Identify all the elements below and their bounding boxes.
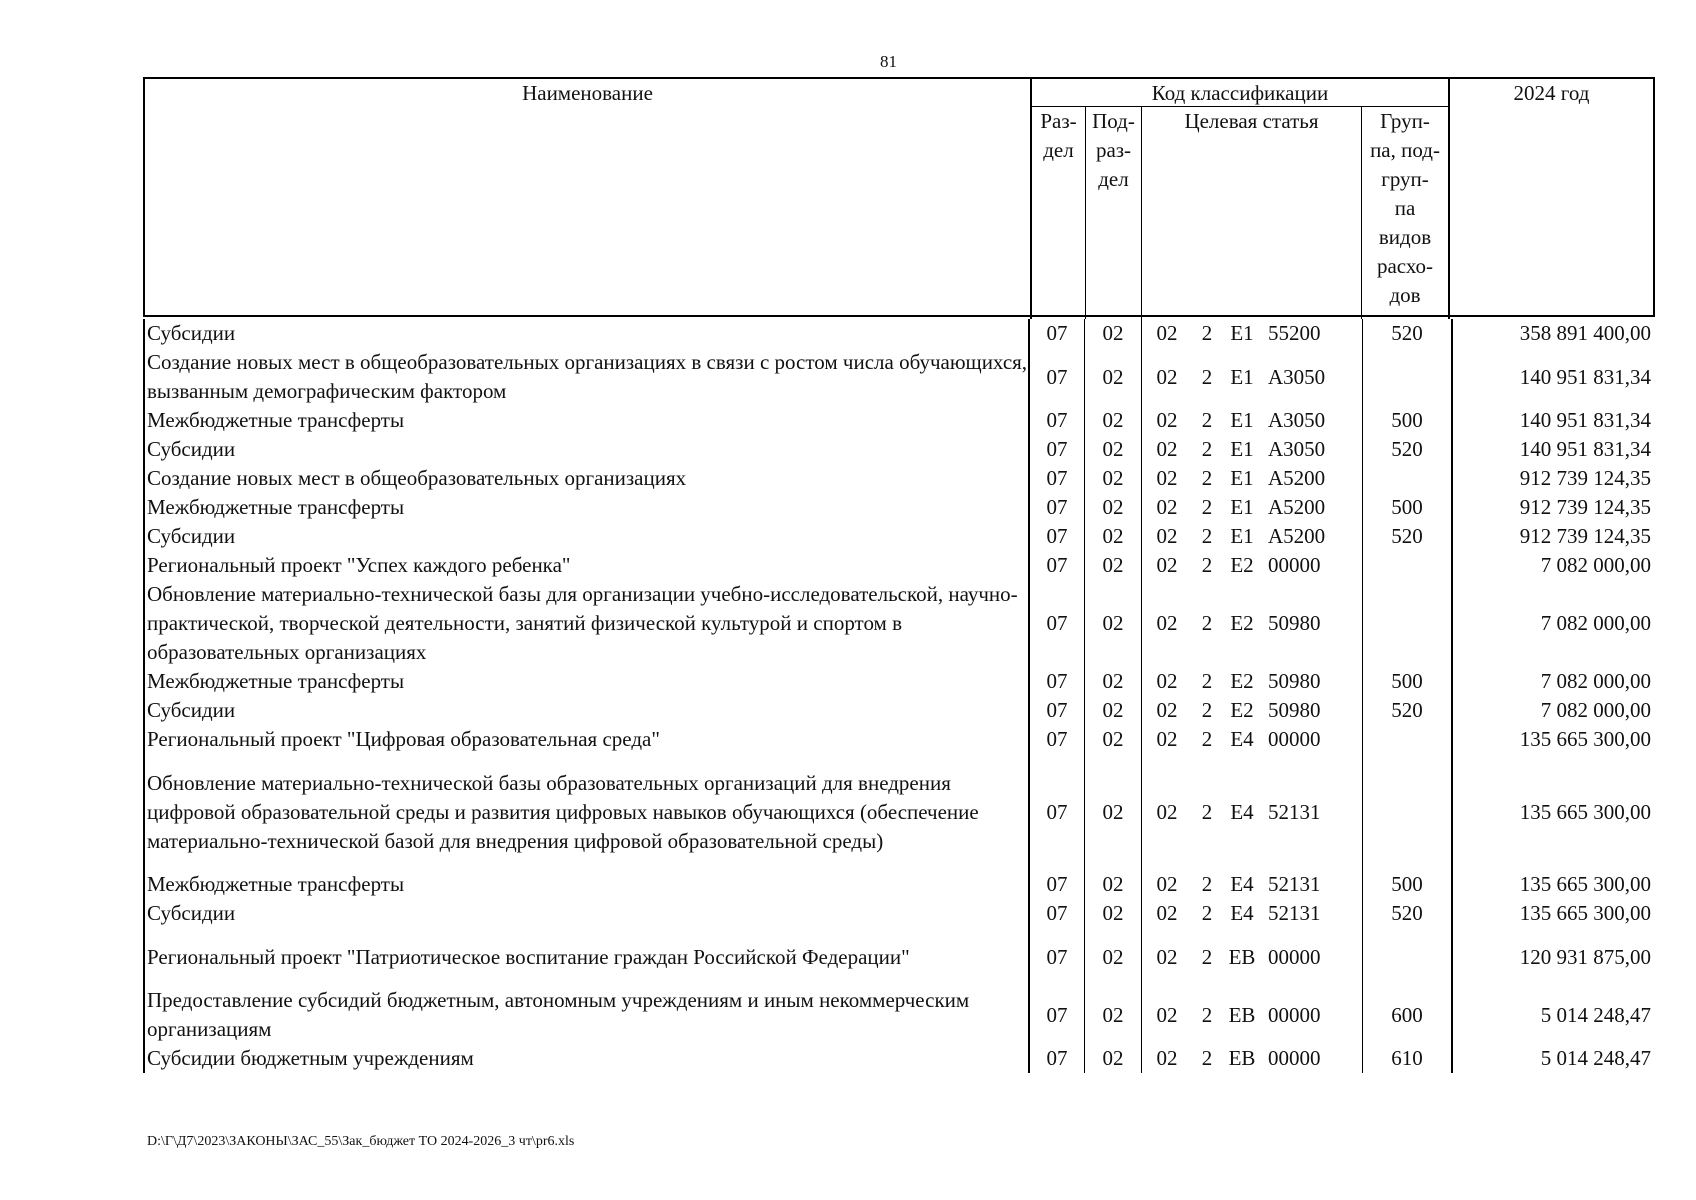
row-name: Субсидии	[143, 522, 1030, 551]
row-name: Создание новых мест в общеобразовательных организациях	[143, 464, 1030, 493]
row-sum: 5 014 248,47	[1540, 1046, 1651, 1070]
row-tselevaya	[1142, 551, 1363, 580]
row-tselevaya	[1142, 348, 1363, 406]
row-sum: 912 739 124,35	[1519, 466, 1651, 490]
row-tselevaya-part: 52131	[1268, 901, 1321, 925]
row-razdel: 07	[1030, 928, 1085, 986]
budget-table	[143, 77, 1655, 1070]
row-tselevaya-part: Е1	[1230, 321, 1254, 345]
row-tselevaya-part: А5200	[1268, 466, 1326, 490]
row-tselevaya-part: Е2	[1230, 669, 1254, 693]
row-tselevaya-part: 02	[1156, 799, 1178, 824]
row-tselevaya	[1142, 406, 1363, 435]
row-gruppa	[1363, 754, 1453, 870]
row-gruppa	[1363, 580, 1453, 667]
row-tselevaya-part: 2	[1201, 727, 1213, 751]
row-tselevaya-part: Е4	[1230, 727, 1254, 751]
table-row	[143, 464, 1655, 493]
row-name: Субсидии	[143, 319, 1030, 348]
row-razdel: 07	[1030, 348, 1085, 406]
header-year: 2024 год	[1513, 81, 1590, 105]
row-razdel: 07	[1030, 493, 1085, 522]
row-sum: 135 665 300,00	[1519, 872, 1651, 896]
row-tselevaya-part: 02	[1156, 495, 1178, 519]
row-tselevaya-part: 2	[1201, 364, 1213, 389]
row-gruppa: 600	[1363, 986, 1453, 1044]
row-tselevaya	[1142, 696, 1363, 725]
row-tselevaya-part: 02	[1156, 944, 1178, 969]
header-podrazdel: Под- раз- дел	[1086, 107, 1142, 319]
header-gruppa: Груп- па, под- груп- па видов расхо- дов	[1362, 107, 1450, 319]
row-tselevaya	[1142, 899, 1363, 928]
row-name: Создание новых мест в общеобразовательных организациях в связи с ростом числа обучающихся, вызванным демографическим фактором	[143, 348, 1030, 406]
table-row	[143, 493, 1655, 522]
table-row	[143, 348, 1655, 406]
row-razdel: 07	[1030, 580, 1085, 667]
row-tselevaya	[1142, 464, 1363, 493]
row-tselevaya-part: 02	[1156, 669, 1178, 693]
row-tselevaya-part: 2	[1201, 872, 1213, 896]
row-razdel: 07	[1030, 754, 1085, 870]
row-name: Межбюджетные трансферты	[143, 870, 1030, 899]
row-gruppa: 520	[1363, 522, 1453, 551]
row-sum: 912 739 124,35	[1519, 495, 1651, 519]
row-tselevaya-part: 02	[1156, 364, 1178, 389]
row-gruppa: 520	[1363, 319, 1453, 348]
row-sum: 120 931 875,00	[1519, 944, 1651, 969]
row-name: Межбюджетные трансферты	[143, 493, 1030, 522]
row-tselevaya-part: 02	[1156, 698, 1178, 722]
row-gruppa	[1363, 348, 1453, 406]
row-razdel: 07	[1030, 870, 1085, 899]
row-gruppa: 500	[1363, 406, 1453, 435]
row-sum: 5 014 248,47	[1540, 1002, 1651, 1027]
row-tselevaya	[1142, 580, 1363, 667]
row-tselevaya-part: 02	[1156, 611, 1178, 635]
table-row	[143, 754, 1655, 870]
row-sum: 140 951 831,34	[1519, 408, 1651, 432]
table-row	[143, 870, 1655, 899]
row-name: Предоставление субсидий бюджетным, автономным учреждениям и иным некоммерческим организациям	[143, 986, 1030, 1044]
row-razdel: 07	[1030, 899, 1085, 928]
row-tselevaya-part: А5200	[1268, 495, 1326, 519]
row-name: Субсидии	[143, 435, 1030, 464]
row-sum: 7 082 000,00	[1540, 611, 1651, 635]
header-tselevaya: Целевая статья	[1142, 107, 1362, 319]
row-tselevaya-part: 02	[1156, 466, 1178, 490]
row-tselevaya-part: А3050	[1268, 364, 1326, 389]
table-body	[143, 319, 1655, 1073]
header-razdel: Раз- дел	[1032, 107, 1086, 319]
row-tselevaya-part: 00000	[1268, 727, 1321, 751]
row-razdel: 07	[1030, 435, 1085, 464]
row-razdel: 07	[1030, 551, 1085, 580]
table-row	[143, 986, 1655, 1044]
row-name: Региональный проект "Патриотическое воспитание граждан Российской Федерации"	[143, 928, 1030, 986]
row-tselevaya-part: 02	[1156, 1002, 1178, 1027]
header-name: Наименование	[145, 79, 1032, 319]
row-name: Субсидии	[143, 899, 1030, 928]
row-name: Межбюджетные трансферты	[143, 406, 1030, 435]
table-row	[143, 522, 1655, 551]
row-sum: 912 739 124,35	[1519, 524, 1651, 548]
row-tselevaya-part: ЕВ	[1228, 1046, 1256, 1070]
row-tselevaya	[1142, 493, 1363, 522]
row-tselevaya-part: Е1	[1230, 408, 1254, 432]
row-podrazdel: 02	[1085, 1044, 1142, 1073]
row-tselevaya-part: Е2	[1230, 611, 1254, 635]
row-tselevaya-part: 00000	[1268, 944, 1321, 969]
table-header	[143, 77, 1655, 317]
row-name: Обновление материально-технической базы для организации учебно-исследовательской, научно-практической, творческой деятельности, занятий физической культурой и спортом в образовательных организациях	[143, 580, 1030, 667]
row-podrazdel: 02	[1085, 435, 1142, 464]
row-tselevaya-part: 2	[1201, 901, 1213, 925]
row-podrazdel: 02	[1085, 725, 1142, 754]
row-tselevaya-part: Е4	[1230, 799, 1254, 824]
row-tselevaya-part: 2	[1201, 524, 1213, 548]
row-tselevaya-part: 52131	[1268, 799, 1321, 824]
row-tselevaya	[1142, 754, 1363, 870]
row-tselevaya-part: А5200	[1268, 524, 1326, 548]
table-row	[143, 580, 1655, 667]
row-gruppa: 520	[1363, 696, 1453, 725]
row-sum: 135 665 300,00	[1519, 901, 1651, 925]
row-podrazdel: 02	[1085, 928, 1142, 986]
row-gruppa	[1363, 725, 1453, 754]
row-sum: 140 951 831,34	[1519, 437, 1651, 461]
row-gruppa: 500	[1363, 667, 1453, 696]
row-razdel: 07	[1030, 667, 1085, 696]
row-tselevaya	[1142, 725, 1363, 754]
row-tselevaya-part: 2	[1201, 799, 1213, 824]
row-gruppa: 500	[1363, 870, 1453, 899]
row-gruppa	[1363, 551, 1453, 580]
row-podrazdel: 02	[1085, 754, 1142, 870]
row-tselevaya-part: ЕВ	[1228, 944, 1256, 969]
row-razdel: 07	[1030, 464, 1085, 493]
row-tselevaya-part: 2	[1201, 437, 1213, 461]
row-tselevaya-part: 50980	[1268, 611, 1321, 635]
row-tselevaya-part: 2	[1201, 466, 1213, 490]
row-sum: 135 665 300,00	[1519, 799, 1651, 824]
row-tselevaya	[1142, 986, 1363, 1044]
row-podrazdel: 02	[1085, 406, 1142, 435]
row-tselevaya	[1142, 870, 1363, 899]
row-razdel: 07	[1030, 696, 1085, 725]
row-gruppa: 520	[1363, 899, 1453, 928]
row-tselevaya-part: 2	[1201, 1046, 1213, 1070]
row-podrazdel: 02	[1085, 696, 1142, 725]
row-podrazdel: 02	[1085, 348, 1142, 406]
row-tselevaya	[1142, 319, 1363, 348]
page-number: 81	[880, 52, 897, 71]
row-tselevaya-part: Е1	[1230, 364, 1254, 389]
row-tselevaya-part: 00000	[1268, 1046, 1321, 1070]
table-row	[143, 406, 1655, 435]
row-tselevaya-part: Е2	[1230, 698, 1254, 722]
row-tselevaya-part: 52131	[1268, 872, 1321, 896]
header-code: Код классификации	[1032, 79, 1450, 107]
row-razdel: 07	[1030, 1044, 1085, 1073]
row-tselevaya-part: Е1	[1230, 524, 1254, 548]
row-podrazdel: 02	[1085, 580, 1142, 667]
row-name: Региональный проект "Цифровая образовательная среда"	[143, 725, 1030, 754]
row-tselevaya-part: 02	[1156, 408, 1178, 432]
row-name: Региональный проект "Успех каждого ребенка"	[143, 551, 1030, 580]
row-name: Субсидии бюджетным учреждениям	[143, 1044, 1030, 1073]
row-tselevaya-part: 02	[1156, 872, 1178, 896]
row-podrazdel: 02	[1085, 986, 1142, 1044]
row-tselevaya-part: 55200	[1268, 321, 1321, 345]
row-tselevaya-part: 2	[1201, 611, 1213, 635]
row-tselevaya-part: 02	[1156, 901, 1178, 925]
row-tselevaya-part: Е4	[1230, 872, 1254, 896]
row-podrazdel: 02	[1085, 522, 1142, 551]
row-tselevaya-part: ЕВ	[1228, 1002, 1256, 1027]
row-tselevaya-part: 2	[1201, 944, 1213, 969]
row-sum: 358 891 400,00	[1519, 321, 1651, 345]
row-gruppa: 500	[1363, 493, 1453, 522]
row-gruppa	[1363, 464, 1453, 493]
row-gruppa	[1363, 928, 1453, 986]
row-tselevaya-part: Е4	[1230, 901, 1254, 925]
row-tselevaya-part: Е2	[1230, 553, 1254, 577]
row-razdel: 07	[1030, 725, 1085, 754]
row-podrazdel: 02	[1085, 319, 1142, 348]
row-tselevaya-part: 00000	[1268, 1002, 1321, 1027]
row-razdel: 07	[1030, 986, 1085, 1044]
row-gruppa: 520	[1363, 435, 1453, 464]
table-row	[143, 667, 1655, 696]
row-tselevaya-part: 2	[1201, 1002, 1213, 1027]
row-tselevaya-part: Е1	[1230, 495, 1254, 519]
row-razdel: 07	[1030, 319, 1085, 348]
table-row	[143, 319, 1655, 348]
row-razdel: 07	[1030, 406, 1085, 435]
row-tselevaya-part: 02	[1156, 524, 1178, 548]
file-path-footer: D:\Г\Д7\2023\ЗАКОНЫ\ЗАС_55\Зак_бюджет ТО 2024-2026_3 чт\pr6.xls	[147, 1134, 575, 1149]
row-tselevaya-part: 02	[1156, 437, 1178, 461]
row-tselevaya-part: 02	[1156, 553, 1178, 577]
row-name: Субсидии	[143, 696, 1030, 725]
row-tselevaya-part: 2	[1201, 495, 1213, 519]
table-row	[143, 435, 1655, 464]
row-tselevaya-part: 2	[1201, 553, 1213, 577]
row-tselevaya-part: А3050	[1268, 437, 1326, 461]
row-razdel: 07	[1030, 522, 1085, 551]
row-tselevaya	[1142, 522, 1363, 551]
row-tselevaya-part: Е1	[1230, 466, 1254, 490]
row-name: Обновление материально-технической базы образовательных организаций для внедрения цифровой образовательной среды и развития цифровых навыков обучающихся (обеспечение материально-технической базой для внедрения цифровой образовательной среды)	[143, 754, 1030, 870]
row-sum: 135 665 300,00	[1519, 727, 1651, 751]
row-name: Межбюджетные трансферты	[143, 667, 1030, 696]
row-tselevaya	[1142, 667, 1363, 696]
row-tselevaya-part: 2	[1201, 669, 1213, 693]
row-tselevaya-part: 02	[1156, 321, 1178, 345]
row-tselevaya-part: 50980	[1268, 669, 1321, 693]
row-podrazdel: 02	[1085, 899, 1142, 928]
row-tselevaya-part: 00000	[1268, 553, 1321, 577]
row-sum: 7 082 000,00	[1540, 669, 1651, 693]
row-tselevaya-part: 2	[1201, 408, 1213, 432]
row-podrazdel: 02	[1085, 464, 1142, 493]
row-podrazdel: 02	[1085, 493, 1142, 522]
row-tselevaya-part: 02	[1156, 1046, 1178, 1070]
table-row	[143, 551, 1655, 580]
row-podrazdel: 02	[1085, 667, 1142, 696]
table-row	[143, 899, 1655, 928]
row-gruppa: 610	[1363, 1044, 1453, 1073]
row-tselevaya-part: Е1	[1230, 437, 1254, 461]
table-row	[143, 1044, 1655, 1073]
row-tselevaya-part: А3050	[1268, 408, 1326, 432]
row-tselevaya-part: 02	[1156, 727, 1178, 751]
row-tselevaya	[1142, 1044, 1363, 1073]
row-sum: 7 082 000,00	[1540, 553, 1651, 577]
row-podrazdel: 02	[1085, 870, 1142, 899]
table-row	[143, 928, 1655, 986]
row-tselevaya-part: 2	[1201, 321, 1213, 345]
row-sum: 7 082 000,00	[1540, 698, 1651, 722]
table-row	[143, 696, 1655, 725]
row-sum: 140 951 831,34	[1519, 364, 1651, 389]
row-tselevaya-part: 2	[1201, 698, 1213, 722]
row-podrazdel: 02	[1085, 551, 1142, 580]
row-tselevaya-part: 50980	[1268, 698, 1321, 722]
row-tselevaya	[1142, 928, 1363, 986]
row-tselevaya	[1142, 435, 1363, 464]
table-row	[143, 725, 1655, 754]
